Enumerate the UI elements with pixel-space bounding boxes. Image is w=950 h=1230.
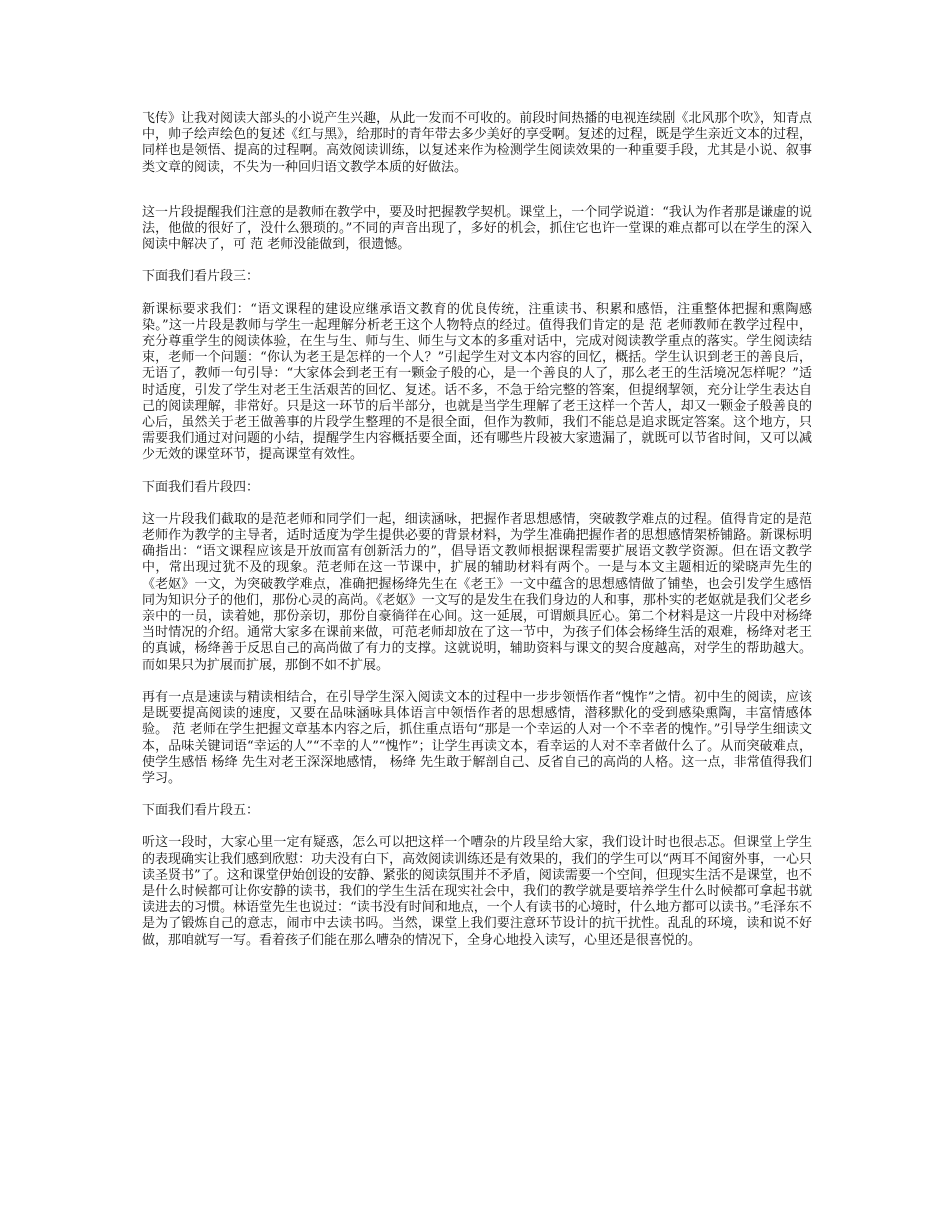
- paragraph-retelling: 飞传》让我对阅读大部头的小说产生兴趣，从此一发而不可收的。前段时间热播的电视连续剧《北风那个吹》，知青点中，帅子绘声绘色的复述《红与黑》，给那时的青年带去多少美好的享受啊。复述的过程，既是学生亲近文本的过程，同样也是领悟、提高的过程啊。高效阅读训练，以复述来作为检测学生阅读效果的一种重要手段，尤其是小说、叙事类文章的阅读，不失为一种回归语文教学本质的好做法。: [142, 111, 812, 175]
- section-heading-segment-5: 下面我们看片段五：: [142, 803, 260, 819]
- paragraph-segment-3: 新课标要求我们：“语文课程的建设应继承语文教育的优良传统，注重读书、积累和感悟，注重整体把握和熏陶感染。”这一片段是教师与学生一起理解分析老王这个人物特点的经过。值得我们肯定的是 范 老师教师在教学过程中，充分尊重学生的阅读体验，在生与生、师与生、师生与文本的多重对话中，完成对阅读教学重点的落实。学生阅读结束，老师一个问题：“你认为老王是怎样的一个人？”引起学生对文本内容的回忆，概括。学生认识到老王的善良后，无语了，教师一句引导：“大家体会到老王有一颗金子般的心，是一个善良的人了，那么老王的生活境况怎样呢？”适时适度，引发了学生对老王生活艰苦的回忆、复述。话不多，不急于给完整的答案，但提纲挈领，充分让学生表达自己的阅读理解，非常好。只是这一环节的后半部分，也就是当学生理解了老王这样一个苦人，却又一颗金子般善良的心后，虽然关于老王做善事的片段学生整理的不是很全面，但作为教师，我们不能总是追求既定答案。这个地方，只需要我们通过对问题的小结，提醒学生内容概括要全面，还有哪些片段被大家遗漏了，就既可以节省时间，又可以减少无效的课堂环节，提高课堂有效性。: [142, 301, 812, 463]
- paragraph-segment-4: 这一片段我们截取的是范老师和同学们一起，细读涵咏，把握作者思想感情，突破教学难点的过程。值得肯定的是范老师作为教学的主导者，适时适度为学生提供必要的背景材料，为学生准确把握作者的思想感情架桥铺路。新课标明确指出：“语文课程应该是开放而富有创新活力的”，倡导语文教师根据课程需要扩展语文教学资源。但在语文教学中，常出现过犹不及的现象。范老师在这一节课中，扩展的辅助材料有两个。一是与本文主题相近的梁晓声先生的《老妪》一文，为突破教学难点，准确把握杨绛先生在《老王》一文中蕴含的思想感情做了铺垫，也会引发学生感悟同为知识分子的他们，那份心灵的高尚。《老妪》一文写的是发生在我们身边的人和事，那朴实的老妪就是我们父老乡亲中的一员，读着她，那份亲切，那份自豪徜徉在心间。这一延展，可谓颇具匠心。第二个材料是这一片段中对杨绛当时情况的介绍。通常大家多在课前来做，可范老师却放在了这一节中，为孩子们体会杨绛生活的艰难，杨绛对老王的真诚，杨绛善于反思自己的高尚做了有力的支撑。这就说明，辅助资料与课文的契合度越高，对学生的帮助越大。而如果只为扩展而扩展，那倒不如不扩展。: [142, 511, 812, 673]
- section-heading-segment-4: 下面我们看片段四：: [142, 479, 260, 495]
- paragraph-teaching-opportunity: 这一片段提醒我们注意的是教师在教学中，要及时把握教学契机。课堂上，一个同学说道：“我认为作者那是谦虚的说法，他做的很好了，没什么猥琐的。”不同的声音出现了，多好的机会，抓住它也许一堂课的难点都可以在学生的深入阅读中解决了，可 范 老师没能做到，很遗憾。: [142, 204, 812, 253]
- paragraph-speed-reading: 再有一点是速读与精读相结合，在引导学生深入阅读文本的过程中一步步领悟作者“愧怍”之情。初中生的阅读，应该是既要提高阅读的速度，又要在品味涵咏具体语言中领悟作者的思想感情，潜移默化的受到感染熏陶，丰富情感体验。 范 老师在学生把握文章基本内容之后，抓住重点语句“那是一个幸运的人对一个不幸者的愧怍。”引导学生细读文本，品味关键词语“幸运的人”“不幸的人”“愧怍”；让学生再读文本，看幸运的人对不幸者做什么了。从而突破难点，使学生感悟 杨绛 先生对老王深深地感情， 杨绛 先生敢于解剖自己、反省自己的高尚的人格。这一点，非常值得我们学习。: [142, 689, 812, 786]
- paragraph-segment-5: 听这一段时，大家心里一定有疑惑，怎么可以把这样一个嘈杂的片段呈给大家，我们设计时也很忐忑。但课堂上学生的表现确实让我们感到欣慰：功夫没有白下，高效阅读训练还是有效果的，我们的学生可以“两耳不闻窗外事，一心只读圣贤书”了。这和课堂伊始创设的安静、紧张的阅读氛围并不矛盾，阅读需要一个空间，但现实生活不是课堂，也不是什么时候都可让你安静的读书，我们的学生生活在现实社会中，我们的教学就是要培养学生什么时候都可拿起书就读进去的习惯。林语堂先生也说过：“读书没有时间和地点，一个人有读书的心境时，什么地方都可以读书。”毛泽东不是为了锻炼自己的意志，闹市中去读书吗。当然，课堂上我们要注意环节设计的抗干扰性。乱乱的环境，读和说不好做，那咱就写一写。看着孩子们能在那么嘈杂的情况下，全身心地投入读写，心里还是很喜悦的。: [142, 835, 812, 948]
- section-heading-segment-3: 下面我们看片段三：: [142, 269, 260, 285]
- document-body: [142, 111, 812, 949]
